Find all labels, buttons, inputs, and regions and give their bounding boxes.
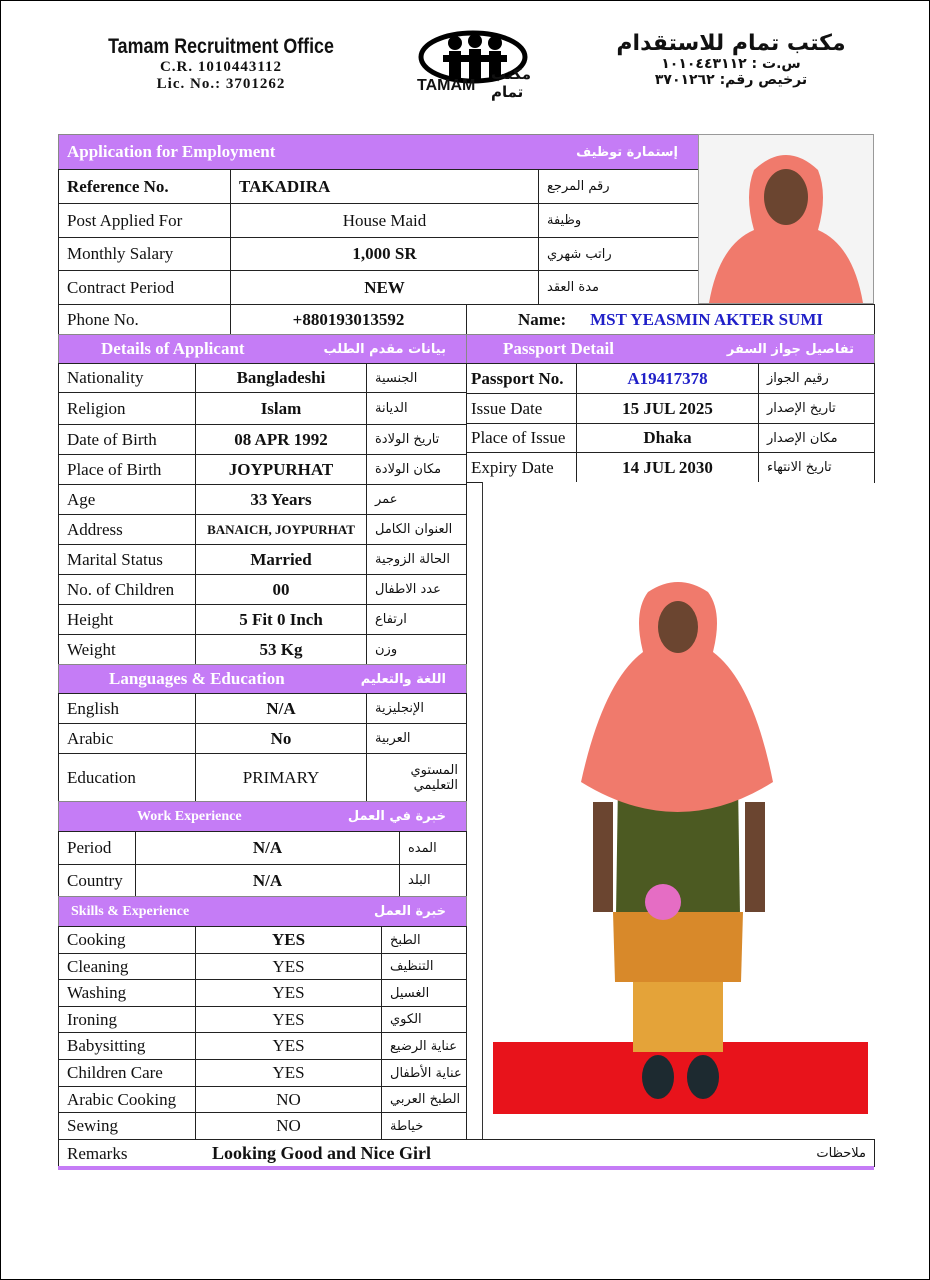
field-label: Education bbox=[58, 753, 196, 802]
field-label-arabic: مدة العقد bbox=[538, 270, 699, 305]
field-label: Marital Status bbox=[58, 544, 196, 575]
field-value: YES bbox=[195, 1032, 382, 1060]
phone-label: Phone No. bbox=[58, 304, 231, 335]
field-value: 53 Kg bbox=[195, 634, 367, 665]
field-label: Period bbox=[58, 831, 136, 865]
logo-arabic: مكتب تمام bbox=[491, 65, 532, 101]
field-label-arabic: الطبخ العربي bbox=[381, 1086, 467, 1113]
license-number-arabic: ترخيص رقم: ٣٧٠١٢٦٢ bbox=[654, 72, 808, 88]
field-value: 00 bbox=[195, 574, 367, 605]
section-title: Details of Applicant bbox=[101, 339, 245, 358]
field-value: 08 APR 1992 bbox=[195, 424, 367, 455]
field-value: JOYPURHAT bbox=[195, 454, 367, 485]
full-body-photo bbox=[482, 482, 874, 1139]
field-label: Height bbox=[58, 604, 196, 635]
field-label: Issue Date bbox=[466, 393, 577, 424]
field-label-arabic: تاريخ الانتهاء bbox=[758, 452, 875, 483]
field-label: Babysitting bbox=[58, 1032, 196, 1060]
section-title-arabic: اللغة والتعليم bbox=[360, 671, 446, 687]
field-value: TAKADIRA bbox=[230, 169, 539, 204]
field-value: NO bbox=[195, 1086, 382, 1113]
field-label-arabic: خياطة bbox=[381, 1112, 467, 1140]
field-label-arabic: المده bbox=[399, 831, 467, 865]
name-field bbox=[466, 304, 875, 335]
field-label-arabic: تاريخ الولادة bbox=[366, 424, 467, 455]
office-name-arabic: مكتب تمام للاستقدام bbox=[616, 31, 846, 56]
field-label: Washing bbox=[58, 979, 196, 1007]
field-label: Monthly Salary bbox=[58, 237, 231, 271]
field-value: Dhaka bbox=[576, 423, 759, 453]
section-title-arabic: بيانات مقدم الطلب bbox=[323, 341, 446, 357]
field-label: Place of Birth bbox=[58, 454, 196, 485]
logo-text: TAMAM bbox=[417, 77, 476, 94]
section-title: Languages & Education bbox=[109, 669, 285, 688]
field-label: Country bbox=[58, 864, 136, 897]
field-label: Arabic Cooking bbox=[58, 1086, 196, 1113]
cr-number: C.R. 1010443112 bbox=[159, 59, 283, 75]
field-value: 15 JUL 2025 bbox=[576, 393, 759, 424]
field-label-arabic: مكان الولادة bbox=[366, 454, 467, 485]
bottom-strip bbox=[58, 1166, 874, 1170]
passport-header bbox=[466, 334, 875, 364]
section-title-arabic: خبرة العمل bbox=[374, 904, 446, 919]
field-value: PRIMARY bbox=[195, 753, 367, 802]
letterhead-english bbox=[61, 35, 381, 93]
cr-number-arabic: س.ت : ١٠١٠٤٤٣١١٢ bbox=[661, 56, 801, 72]
field-label: Place of Issue bbox=[466, 423, 577, 453]
field-value: No bbox=[195, 723, 367, 754]
field-label-arabic: الكوي bbox=[381, 1006, 467, 1033]
field-label-arabic: الغسيل bbox=[381, 979, 467, 1007]
field-label-arabic: عناية الأطفال bbox=[381, 1059, 467, 1087]
field-value: YES bbox=[195, 1006, 382, 1033]
section-title: Work Experience bbox=[137, 808, 242, 824]
field-label-arabic: التنظيف bbox=[381, 953, 467, 980]
field-value: N/A bbox=[135, 864, 400, 897]
field-label-arabic: وزن bbox=[366, 634, 467, 665]
work-header bbox=[58, 801, 467, 832]
field-value: House Maid bbox=[230, 203, 539, 238]
field-label: Date of Birth bbox=[58, 424, 196, 455]
field-label-arabic: العربية bbox=[366, 723, 467, 754]
field-label: Religion bbox=[58, 392, 196, 425]
languages-header bbox=[58, 664, 467, 694]
field-label: Post Applied For bbox=[58, 203, 231, 238]
field-label: Weight bbox=[58, 634, 196, 665]
field-value: YES bbox=[195, 953, 382, 980]
field-value: NO bbox=[195, 1112, 382, 1140]
field-label-arabic: رقم المرجع bbox=[538, 169, 699, 204]
field-label-arabic: العنوان الكامل bbox=[366, 514, 467, 545]
skills-header bbox=[58, 896, 467, 927]
field-label-arabic: عدد الاطفال bbox=[366, 574, 467, 605]
field-value: 14 JUL 2030 bbox=[576, 452, 759, 483]
section-title: Skills & Experience bbox=[71, 903, 190, 919]
field-label: Reference No. bbox=[58, 169, 231, 204]
section-title-arabic: خبرة في العمل bbox=[347, 809, 446, 824]
field-label: Cleaning bbox=[58, 953, 196, 980]
field-value: BANAICH, JOYPURHAT bbox=[195, 514, 367, 545]
office-name: Tamam Recruitment Office bbox=[108, 35, 334, 58]
field-value: 1,000 SR bbox=[230, 237, 539, 271]
field-label: Arabic bbox=[58, 723, 196, 754]
field-value: N/A bbox=[135, 831, 400, 865]
tamam-logo bbox=[413, 27, 553, 101]
field-label-arabic: عناية الرضيع bbox=[381, 1032, 467, 1060]
field-label: Sewing bbox=[58, 1112, 196, 1140]
section-title-arabic: تفاصيل جواز السفر bbox=[726, 341, 854, 357]
license-number: Lic. No.: 3701262 bbox=[156, 76, 286, 92]
field-label-arabic: الطبخ bbox=[381, 926, 467, 954]
headshot-photo bbox=[698, 134, 874, 304]
field-label-arabic: الإنجليزية bbox=[366, 693, 467, 724]
field-label-arabic: ارتفاع bbox=[366, 604, 467, 635]
field-label-arabic: الديانة bbox=[366, 392, 467, 425]
field-label: Expiry Date bbox=[466, 452, 577, 483]
section-title: Passport Detail bbox=[503, 339, 614, 358]
field-value: 33 Years bbox=[195, 484, 367, 515]
applicant-name: MST YEASMIN AKTER SUMI bbox=[590, 309, 823, 329]
field-label-arabic: وظيفة bbox=[538, 203, 699, 238]
remarks-label-arabic: ملاحظات bbox=[816, 1146, 866, 1161]
field-label-arabic: مكان الإصدار bbox=[758, 423, 875, 453]
field-label: Passport No. bbox=[466, 363, 577, 394]
field-value: YES bbox=[195, 979, 382, 1007]
field-value: YES bbox=[195, 926, 382, 954]
field-value: Married bbox=[195, 544, 367, 575]
section-title-arabic: إستمارة توظيف bbox=[576, 144, 678, 160]
remarks-row bbox=[58, 1139, 875, 1167]
field-value: 5 Fit 0 Inch bbox=[195, 604, 367, 635]
remarks-value: Looking Good and Nice Girl bbox=[212, 1143, 432, 1163]
field-label: Address bbox=[58, 514, 196, 545]
field-label-arabic: الحالة الزوجية bbox=[366, 544, 467, 575]
field-value: YES bbox=[195, 1059, 382, 1087]
details-header bbox=[58, 334, 467, 364]
field-label-arabic: رقيم الجواز bbox=[758, 363, 875, 394]
field-value: A19417378 bbox=[576, 363, 759, 394]
field-label: Cooking bbox=[58, 926, 196, 954]
field-label: Contract Period bbox=[58, 270, 231, 305]
letterhead-arabic bbox=[591, 31, 871, 88]
field-label-arabic: تاريخ الإصدار bbox=[758, 393, 875, 424]
field-label: Ironing bbox=[58, 1006, 196, 1033]
section-title: Application for Employment bbox=[67, 142, 276, 161]
field-label-arabic: الجنسية bbox=[366, 363, 467, 393]
field-label-arabic: راتب شهري bbox=[538, 237, 699, 271]
field-label: No. of Children bbox=[58, 574, 196, 605]
field-value: Islam bbox=[195, 392, 367, 425]
field-label-arabic: البلد bbox=[399, 864, 467, 897]
field-label: Age bbox=[58, 484, 196, 515]
field-value: Bangladeshi bbox=[195, 363, 367, 393]
phone-value: +880193013592 bbox=[230, 304, 467, 335]
field-label-arabic: عمر bbox=[366, 484, 467, 515]
field-value: N/A bbox=[195, 693, 367, 724]
field-label: English bbox=[58, 693, 196, 724]
remarks-label: Remarks bbox=[67, 1143, 128, 1163]
application-header bbox=[58, 134, 699, 170]
name-label: Name: bbox=[517, 309, 567, 329]
field-value: NEW bbox=[230, 270, 539, 305]
field-label: Nationality bbox=[58, 363, 196, 393]
field-label: Children Care bbox=[58, 1059, 196, 1087]
field-label-arabic: المستوي التعليمي bbox=[366, 753, 467, 802]
